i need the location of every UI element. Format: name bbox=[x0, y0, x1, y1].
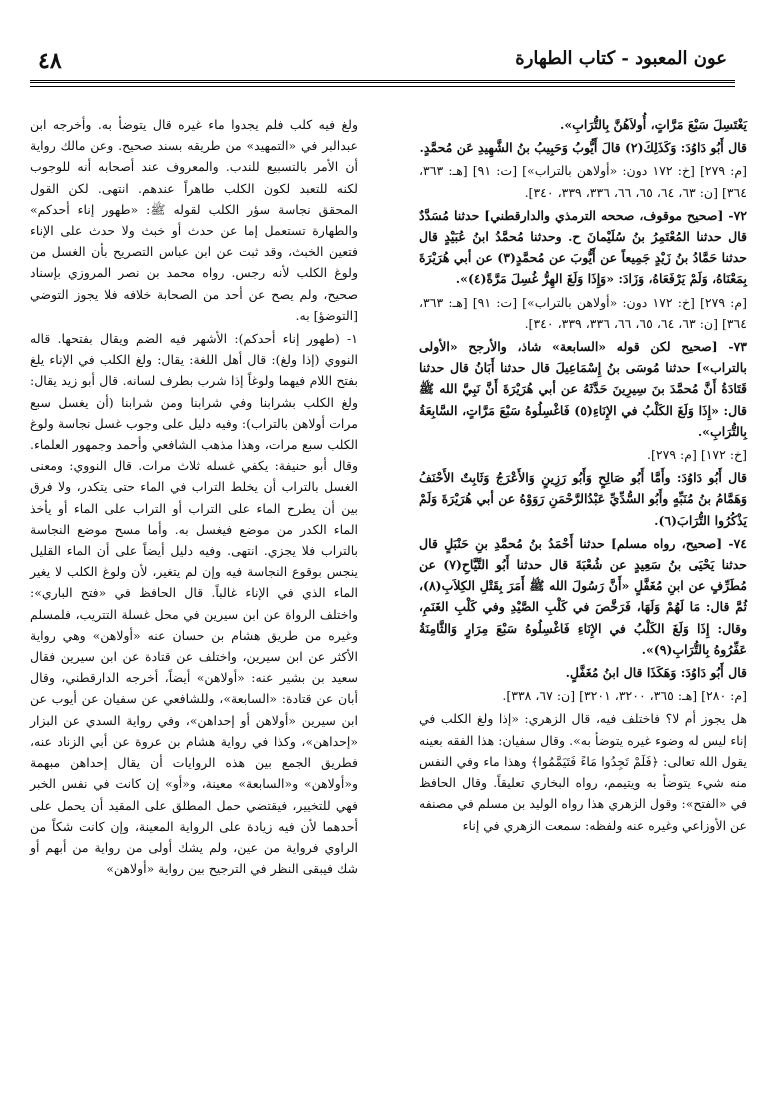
page-header bbox=[30, 46, 735, 78]
right-column bbox=[419, 114, 747, 838]
header-rule bbox=[30, 80, 735, 87]
running-title: عون المعبود - كتاب الطهارة bbox=[515, 48, 727, 69]
reference-line: [م: ٢٨٠] [هـ: ٣٦٥، ٣٢٠٠، ٣٢٠١] [ن: ٦٧، ٣٣٨]. bbox=[502, 688, 747, 704]
hadith-text: ٧٢- [صحيح موقوف، صححه الترمذي والدارقطني] حدثنا مُسَدَّدٌ قال حدثنا المُعْتَمِرُ بنُ سُلَيْمانَ ح. وحدثنا مُحمَّدُ ابنُ عُبَيْدٍ قال حدثنا حَمَّادُ بنُ زَيْدٍ جَمِيعاً عن أَيُّوبَ عن مُحمَّدٍ(٣) عن أبي هُرَيْرَةَ بِمَعْنَاهُ، وَلَمْ يَرْفَعَاهُ، وَزَادَ: «وَإِذَا وَلَغَ الهِرُّ غُسِلَ مَرَّةً(٤)». bbox=[419, 207, 748, 287]
commentary-text: هل يجوز أم لا؟ فاختلف فيه، قال الزهري: «إذا ولغ الكلب في إناء ليس له وضوء غيره يتوضأ به». وقال سفيان: هذا الفقه بعينه يقول الله تعالى: ﴿فَلَمْ تَجِدُوا مَاءً فَتَيَمَّمُوا﴾ وهذا ماء وفي النفس منه شيء يتوضأ به ويتيمم، رواه البخاري تعليقاً. وقال الحافظ في «الفتح»: وقول الزهري هذا رواه الوليد بن مسلم في مصنفه عن الأوزاعي وغيره عنه ولفظه: سمعت الزهري في إناء bbox=[419, 711, 747, 833]
hadith-text: ٧٤- [صحيح، رواه مسلم] حدثنا أَحْمَدُ بنُ مُحمَّدِ بنِ حَنْبَلٍ قال حدثنا يَحْيَى بنُ سَعِيدٍ عن شُعْبَةَ قال حدثنا أَبُو التَّيَّاحِ(٧) عن مُطَرِّفٍ عن ابنِ مُغَفَّلٍ «أَنَّ رَسُولَ الله ﷺ أَمَرَ بِقَتْلِ الكِلاَبِ(٨)، ثُمَّ قال: مَا لَهُمْ وَلَهَا، فَرَخَّصَ في كَلْبِ الصَّيْدِ وفي كَلْبِ الغَنَمِ، وقال: إِذَا وَلَغَ الكَلْبُ في الإِنَاءِ فَاغْسِلُوهُ سَبْعَ مِرَارٍ وَالثَّامِنَةُ عَفِّرُوهُ بِالتُّرَابِ(٩)». bbox=[419, 535, 747, 657]
hadith-text: ٧٣- [صحيح لكن قوله «السابعة» شاذ، والأرجح «الأولى بالتراب»] حدثنا مُوسَى بنُ إِسْمَاعِيلَ قال حدثنا أَبَانُ قال حدثنا قَتَادَةُ أَنَّ مُحمَّدَ بنَ سِيرِينَ حَدَّثَهُ عن أبي هُرَيْرَةَ أَنَّ نَبِيَّ الله ﷺ قال: «إِذَا وَلَغَ الكَلْبُ في الإِنَاءِ(٥) فَاغْسِلُوهُ سَبْعَ مَرَّاتٍ، السَّابِعَةُ بِالتُّرَابِ». bbox=[419, 339, 747, 439]
hadith-text: قال أَبُو دَاوُدَ: وأَمَّا أَبُو صَالِحٍ وَأَبُو رَزِينٍ وَالأَعْرَجُ وَثَابِتٌ الأَحْنَفُ وَهَمَّامُ بنُ مُنَبِّهٍ وأَبُو السُّدِّيِّ عَبْدُالرَّحْمَنِ رَوَوْهُ عن أبي هُرَيْرَةَ وَلَمْ يَذْكُرُوا التُّرَابَ(٦). bbox=[419, 470, 747, 528]
reference-line: [م: ٢٧٩] [خ: ١٧٢ دون: «أولاهن بالتراب»] [ت: ٩١] [هـ: ٣٦٣، ٣٦٤] [ن: ٦٣، ٦٤، ٦٥، ٦٦، ٣٣٦، ٣٣٩، ٣٤٠]. bbox=[419, 163, 747, 200]
hadith-text: قال أَبُو دَاوُدَ: وَكَذَلِكَ(٢) قالَ أَيُّوبُ وَحَبِيبُ بنُ الشَّهِيدِ عَن مُحمَّدٍ. bbox=[419, 140, 747, 156]
hadith-text: يَغْتَسِلَ سَبْعَ مَرَّاتٍ، أُولاَهُنَّ بِالتُّرَابِ». bbox=[560, 117, 747, 132]
hadith-text: قال أَبُو دَاوُدَ: وَهَكَذَا قال ابنُ مُغَفَّلٍ. bbox=[565, 665, 747, 681]
left-column bbox=[30, 114, 358, 881]
reference-line: [م: ٢٧٩] [خ: ١٧٢ دون: «أولاهن بالتراب»] [ت: ٩١] [هـ: ٣٦٣، ٣٦٤] [ن: ٦٣، ٦٤، ٦٥، ٦٦، ٣٣٦، ٣٣٩، ٣٤٠]. bbox=[419, 294, 747, 331]
page-number: ٤٨ bbox=[38, 48, 62, 74]
commentary-text: ١- (طهور إناء أحدكم): الأشهر فيه الضم ويقال بفتحها. قاله النووي (إذا ولغ): قال أهل اللغة: يقال: ولغ الكلب في الإناء يلغ بفتح اللام فيهما ولوغاً إذا شرب بطرف لسانه. قال أبو زيد يقال: ولغ الكلب بشرابنا وفي شرابنا ومن شرابنا (أن يغسل سبع مرات أولاهن بالتراب): وفيه دليل على وجوب غسل نجاسة ولوغ الكلب سبع مرات، وهذا مذهب الشافعي وأحمد وجمهور العلماء. وقال أبو حنيفة: يكفي غسله ثلاث مرات. قال النووي: ومعنى الغسل بالتراب أن يخلط التراب في الماء حتى يتكدر، ولا فرق بين أن يطرح الماء على التراب أو التراب على الماء أو يأخذ الماء الكدر من موضع فيغسل به. وأما مسح موضع النجاسة بالتراب فلا يجزي. انتهى. وفيه دليل أيضاً على أن الماء القليل ينجس بوقوع النجاسة فيه وإن لم يتغير، لأن ولوغ الكلب لا يغير الماء الذي في الإناء غالباً. قال الحافظ في «فتح الباري»: واختلف الرواة عن ابن سيرين في محل غسلة التتريب، فلمسلم وغيره من طريق هشام بن حسان عنه «أولاهن» وهي رواية الأكثر عن ابن سيرين، واختلف عن قتادة عن ابن سيرين فقال سعيد بن بشير عنه: «أولاهن» أيضاً، أخرجه الدارقطني، وقال أبان عن قتادة: «السابعة»، وللشافعي عن سفيان عن أيوب عن ابن سيرين «أولاهن أو إحداهن»، وفي رواية السدي عن البزار «إحداهن»، وكذا في رواية هشام بن عروة عن أبي الزناد عنه، فطريق الجمع بين هذه الروايات أن يقال إحداهن مبهمة و«أولاهن» و«السابعة» معينة، و«أو» إن كانت في نفس الخبر فهي للتخيير، فيقتضي حمل المطلق على المقيد أن يحمل على أحدهما لأن فيه زيادة على الرواية المعينة، وإن كانت شكاً من الراوي فرواية من عين، ولم يشك أولى من رواية من أبهم أو شك فيبقى النظر في الترجيح بين رواية «أولاهن» bbox=[30, 331, 358, 877]
commentary-text: ولغ فيه كلب فلم يجدوا ماء غيره قال يتوضأ به. وأخرجه ابن عبدالبر في «التمهيد» من طريقه بسند صحيح. وعن مالك رواية أن الأمر بالتسبيع للندب. والمعروف عند أصحابه أنه للوجوب لكنه للتعبد لكون الكلب طاهراً عندهم. انتهى. لكن القول المحقق نجاسة سؤر الكلب لقوله ﷺ: «طهور إناء أحدكم» والطهارة تستعمل إما عن حدث أو خبث ولا حدث على الإناء فتعين الخبث، وقد ثبت عن ابن عباس التصريح بأن الغسل من ولوغ الكلب لأنه رجس. رواه محمد بن نصر المروزي بإسناد صحيح، ولم يصح عن أحد من الصحابة خلافه فلا يجوز التوضي [التوضؤ] به. bbox=[30, 117, 358, 323]
reference-line: [خ: ١٧٢] [م: ٢٧٩]. bbox=[647, 447, 747, 463]
